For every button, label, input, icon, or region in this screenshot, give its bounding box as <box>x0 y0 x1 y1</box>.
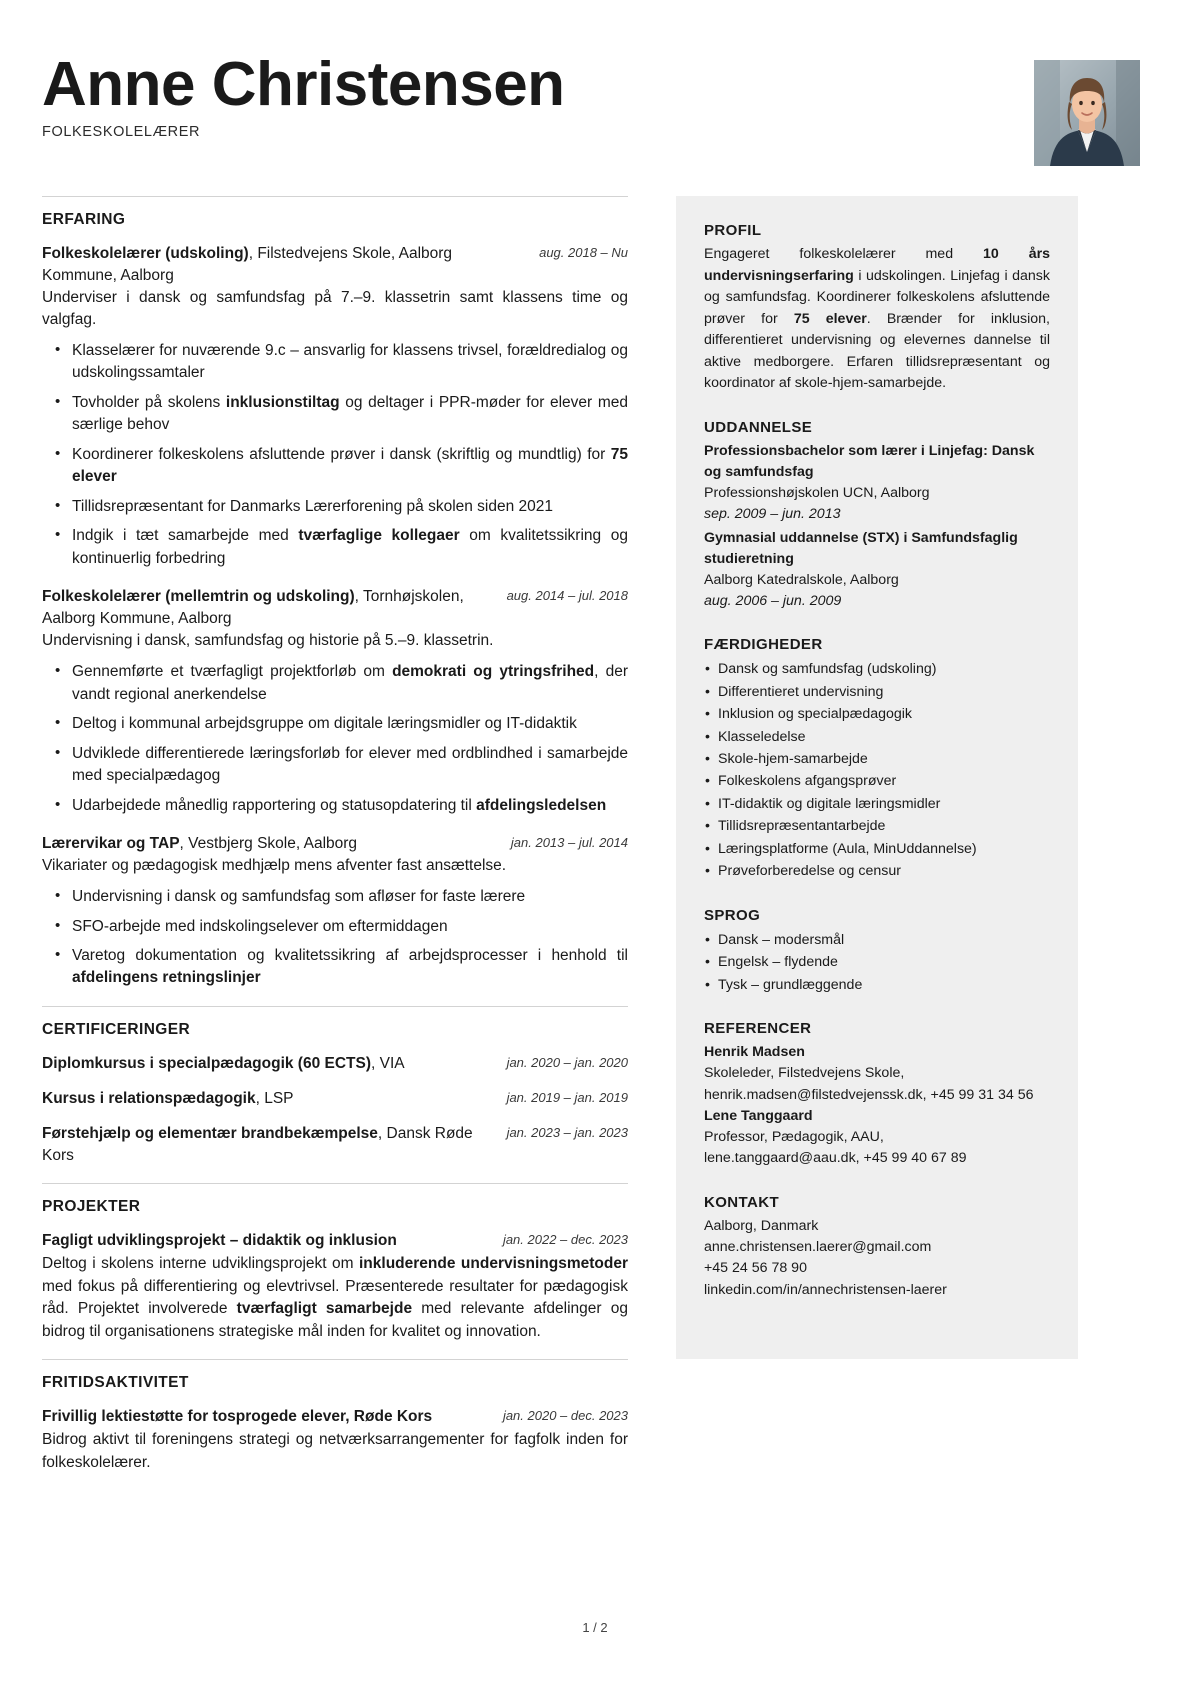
project-title <box>42 1230 491 1252</box>
bullet-bold: tværfaglige kollegaer <box>298 527 460 545</box>
experience-entry <box>42 833 628 990</box>
header-text-block <box>42 44 565 140</box>
list-item <box>72 743 628 788</box>
sidebar-section-languages <box>704 907 1050 996</box>
avatar <box>1034 60 1140 166</box>
list-item <box>72 886 628 908</box>
bullet-bold: inklusionstiltag <box>225 393 340 411</box>
list-item <box>72 945 628 990</box>
portrait-photo-icon <box>1034 60 1140 166</box>
experience-bullet-list <box>42 886 628 990</box>
education-school: Aalborg Katedralskole, Aalborg <box>704 571 899 588</box>
list-item: • Prøveforberedelse og censur <box>718 860 1050 882</box>
project-date: jan. 2022 – dec. 2023 <box>502 1231 628 1247</box>
project-name: Fagligt udviklingsprojekt – didaktik og inklusion <box>42 1231 397 1249</box>
page-footer <box>0 1620 1190 1635</box>
sidebar-title-education: UDDANNELSE <box>704 419 813 437</box>
section-projects <box>42 1183 628 1344</box>
bullet-text: Klasselærer for nuværende 9.c – ansvarlig for klassens trivsel, forældredialog og udskolingssamtaler <box>72 342 628 382</box>
experience-summary: Underviser i dansk og samfundsfag på 7.–9. klassetrin samt klassens time og valgfag. <box>42 289 628 328</box>
bullet-text: Tovholder på skolens <box>72 393 226 411</box>
sidebar-title-languages: SPROG <box>704 906 761 924</box>
experience-bullet-list <box>42 661 628 817</box>
experience-date: aug. 2014 – jul. 2018 <box>506 588 628 604</box>
project-text: Deltog i skolens interne udviklingsprojekt om <box>42 1254 359 1272</box>
sidebar-title-references: REFERENCER <box>704 1019 812 1037</box>
experience-entry <box>42 243 628 570</box>
list-item: • Dansk – modersmål <box>718 929 1050 951</box>
profile-text-post: . Brænder for inklusion, differentieret undervisning og elevernes dannelse til aktive medborgere. Erfaren tillidsrepræsentant og koordinator af skole-hjem-samarbejde. <box>704 310 1050 392</box>
reference-name: Lene Tanggaard <box>704 1107 813 1124</box>
list-item: • Engelsk – flydende <box>718 951 1050 973</box>
list-item <box>72 525 628 570</box>
bullet-text: Udarbejdede månedlig rapportering og statusopdatering til <box>72 796 477 814</box>
certification-entry <box>42 1053 628 1075</box>
contact-email[interactable]: anne.christensen.laerer@gmail.com <box>704 1239 932 1256</box>
languages-list <box>704 929 1050 996</box>
experience-entry-title <box>42 586 495 630</box>
section-title-leisure: FRITIDSAKTIVITET <box>42 1374 189 1392</box>
certification-date: jan. 2019 – jan. 2019 <box>506 1089 628 1105</box>
education-date: aug. 2006 – jun. 2009 <box>704 593 842 609</box>
list-item: • Dansk og samfundsfag (udskoling) <box>718 658 1050 680</box>
bullet-bold: afdelingens retningslinjer <box>72 969 261 987</box>
certification-title <box>42 1053 495 1075</box>
list-item <box>72 392 628 437</box>
bullet-bold: afdelingsledelsen <box>476 796 607 814</box>
list-item: • Skole-hjem-samarbejde <box>718 748 1050 770</box>
sidebar-section-education <box>704 419 1050 612</box>
certification-issuer: , VIA <box>371 1054 405 1072</box>
contact-linkedin[interactable]: linkedin.com/in/annechristensen-laerer <box>704 1281 947 1298</box>
section-title-projects: PROJEKTER <box>42 1197 141 1215</box>
certification-entry <box>42 1088 628 1110</box>
bullet-text: Koordinerer folkeskolens afsluttende prøver i dansk (skriftlig og mundtlig) for <box>72 445 611 463</box>
list-item <box>72 661 628 706</box>
project-entry <box>42 1230 628 1344</box>
education-degree: Gymnasial uddannelse (STX) i Samfundsfaglig studieretning <box>704 529 1018 567</box>
reference-contact: lene.tanggaard@aau.dk, +45 99 40 67 89 <box>704 1150 967 1167</box>
education-degree: Professionsbachelor som lærer i Linjefag: Dansk og samfundsfag <box>704 443 1035 481</box>
page-number: 1 / 2 <box>582 1620 608 1635</box>
sidebar-section-contact <box>704 1194 1050 1301</box>
contact-location: Aalborg, Danmark <box>704 1217 819 1234</box>
section-title-certifications: CERTIFICERINGER <box>42 1020 191 1038</box>
list-item: • Klasseledelse <box>718 726 1050 748</box>
project-description <box>42 1253 628 1344</box>
sidebar-section-references <box>704 1020 1050 1170</box>
experience-entry-title <box>42 833 499 855</box>
job-title: FOLKESKOLELÆRER <box>42 124 201 140</box>
certification-name: Diplomkursus i specialpædagogik (60 ECTS) <box>42 1054 372 1072</box>
project-bold: inkluderende undervisningsmetoder <box>359 1254 628 1272</box>
section-divider <box>42 1359 628 1360</box>
leisure-entry <box>42 1406 628 1474</box>
experience-bullet-list <box>42 340 628 570</box>
sidebar-section-profile <box>704 222 1050 395</box>
profile-text <box>704 244 1050 395</box>
bullet-text: Gennemførte et tværfagligt projektforløb om <box>72 663 393 681</box>
sidebar <box>676 196 1078 1359</box>
resume-header <box>42 44 1148 176</box>
sidebar-title-profile: PROFIL <box>704 222 762 239</box>
experience-role: Folkeskolelærer (mellemtrin og udskoling) <box>42 588 355 606</box>
reference-name: Henrik Madsen <box>704 1043 805 1060</box>
list-item: • IT-didaktik og digitale læringsmidler <box>718 793 1050 815</box>
certification-entry <box>42 1123 628 1167</box>
bullet-text-post: , der vandt regional anerkendelse <box>72 663 628 703</box>
profile-bold-1: 10 års undervisningserfaring <box>704 246 1050 284</box>
list-item <box>72 713 628 735</box>
education-date: sep. 2009 – jun. 2013 <box>704 506 841 523</box>
section-certifications <box>42 1006 628 1167</box>
certification-name: Kursus i relationspædagogik <box>42 1089 256 1107</box>
bullet-bold: 75 elever <box>72 445 628 486</box>
certification-issuer: , Dansk Røde Kors <box>42 1124 473 1164</box>
section-divider <box>42 1183 628 1184</box>
section-title-experience: ERFARING <box>42 211 126 228</box>
experience-role: Folkeskolelærer (udskoling) <box>42 245 249 262</box>
sidebar-section-skills <box>704 636 1050 882</box>
project-bold-2: tværfagligt samarbejde <box>236 1300 413 1318</box>
experience-date: aug. 2018 – Nu <box>539 245 628 260</box>
list-item: • Tillidsrepræsentantarbejde <box>718 815 1050 837</box>
reference-role: Skoleleder, Filstedvejens Skole, <box>704 1065 905 1082</box>
list-item <box>72 795 628 817</box>
bullet-text: Undervisning i dansk og samfundsfag som afløser for faste lærere <box>72 888 526 906</box>
sidebar-title-skills: FÆRDIGHEDER <box>704 636 823 654</box>
certification-title <box>42 1088 495 1110</box>
experience-date: jan. 2013 – jul. 2014 <box>510 835 628 851</box>
profile-text-pre: Engageret folkeskolelærer med <box>704 246 983 262</box>
education-entry <box>704 441 1050 526</box>
leisure-date: jan. 2020 – dec. 2023 <box>502 1408 628 1424</box>
page-title: Anne Christensen <box>42 50 565 119</box>
leisure-name: Frivillig lektiestøtte for tosprogede elever, Røde Kors <box>42 1408 433 1426</box>
profile-text-mid: i udskolingen. Linjefag i dansk og samfundsfag. Koordinerer folkeskolens afsluttende prøver for <box>704 267 1050 327</box>
project-text-mid: med fokus på differentiering og elevtrivsel. Præsenterede resultater for pædagogisk råd. Projektet involverede <box>42 1277 628 1318</box>
sidebar-title-contact: KONTAKT <box>704 1193 780 1211</box>
certification-date: jan. 2023 – jan. 2023 <box>506 1124 628 1140</box>
education-entry <box>704 528 1050 613</box>
bullet-text: Udviklede differentierede læringsforløb for elever med ordblindhed i samarbejde med specialpædagog <box>72 744 628 785</box>
skills-list <box>704 658 1050 882</box>
bullet-bold: demokrati og ytringsfrihed <box>392 663 595 681</box>
list-item <box>72 340 628 385</box>
experience-role: Lærervikar og TAP <box>42 835 180 853</box>
experience-company: , Filstedvejens Skole, Aalborg Kommune, Aalborg <box>42 245 453 284</box>
reference-entry <box>704 1042 1050 1106</box>
main-column <box>42 196 642 1491</box>
section-leisure <box>42 1359 628 1474</box>
bullet-text: SFO-arbejde med indskolingselever om eftermiddagen <box>72 917 448 935</box>
list-item: • Tysk – grundlæggende <box>718 974 1050 996</box>
reference-entry <box>704 1106 1050 1170</box>
list-item <box>72 444 628 489</box>
experience-company: , Vestbjerg Skole, Aalborg <box>179 835 358 853</box>
section-divider <box>42 1006 628 1007</box>
list-item: • Folkeskolens afgangsprøver <box>718 770 1050 792</box>
resume-body <box>42 196 1148 1491</box>
certification-title <box>42 1123 482 1167</box>
experience-company: , Tornhøjskolen, Aalborg Kommune, Aalborg <box>42 588 464 628</box>
certification-name: Førstehjælp og elementær brandbekæmpelse <box>42 1124 378 1142</box>
certification-date: jan. 2020 – jan. 2020 <box>506 1054 628 1070</box>
list-item <box>72 496 628 518</box>
list-item <box>72 916 628 938</box>
experience-entry-title <box>42 243 527 287</box>
bullet-text: Deltog i kommunal arbejdsgruppe om digitale læringsmidler og IT-didaktik <box>72 715 577 733</box>
experience-summary: Vikariater og pædagogisk medhjælp mens afventer fast ansættelse. <box>42 857 507 875</box>
section-divider <box>42 196 628 197</box>
experience-entry <box>42 586 628 817</box>
profile-bold-2: 75 elever <box>793 310 867 327</box>
reference-contact: henrik.madsen@filstedvejenssk.dk, +45 99 31 34 56 <box>704 1086 1034 1103</box>
section-experience <box>42 196 628 990</box>
bullet-text: Indgik i tæt samarbejde med <box>72 527 299 545</box>
list-item: • Læringsplatforme (Aula, MinUddannelse) <box>718 838 1050 860</box>
bullet-text-post: om kvalitetssikring og kontinuerlig forbedring <box>72 527 628 567</box>
list-item: • Inklusion og specialpædagogik <box>718 703 1050 725</box>
bullet-text: Varetog dokumentation og kvalitetssikring af arbejdsprocesser i henhold til <box>72 946 628 964</box>
reference-role: Professor, Pædagogik, AAU, <box>704 1129 884 1146</box>
education-school: Professionshøjskolen UCN, Aalborg <box>704 485 930 502</box>
leisure-description: Bidrog aktivt til foreningens strategi og netværksarrangementer for fagfolk inden for folkeskolelærer. <box>42 1431 628 1472</box>
project-text-post: med relevante afdelinger og bidrog til organisationens strategiske mål inden for kvalitet og innovation. <box>42 1300 628 1340</box>
contact-phone[interactable]: +45 24 56 78 90 <box>704 1260 807 1277</box>
bullet-text-post: og deltager i PPR-møder for elever med særlige behov <box>72 393 628 434</box>
list-item: • Differentieret undervisning <box>718 681 1050 703</box>
certification-issuer: , LSP <box>255 1089 294 1107</box>
leisure-title <box>42 1406 491 1428</box>
bullet-text: Tillidsrepræsentant for Danmarks Lærerforening på skolen siden 2021 <box>72 497 554 515</box>
experience-summary: Undervisning i dansk, samfundsfag og historie på 5.–9. klassetrin. <box>42 632 494 650</box>
